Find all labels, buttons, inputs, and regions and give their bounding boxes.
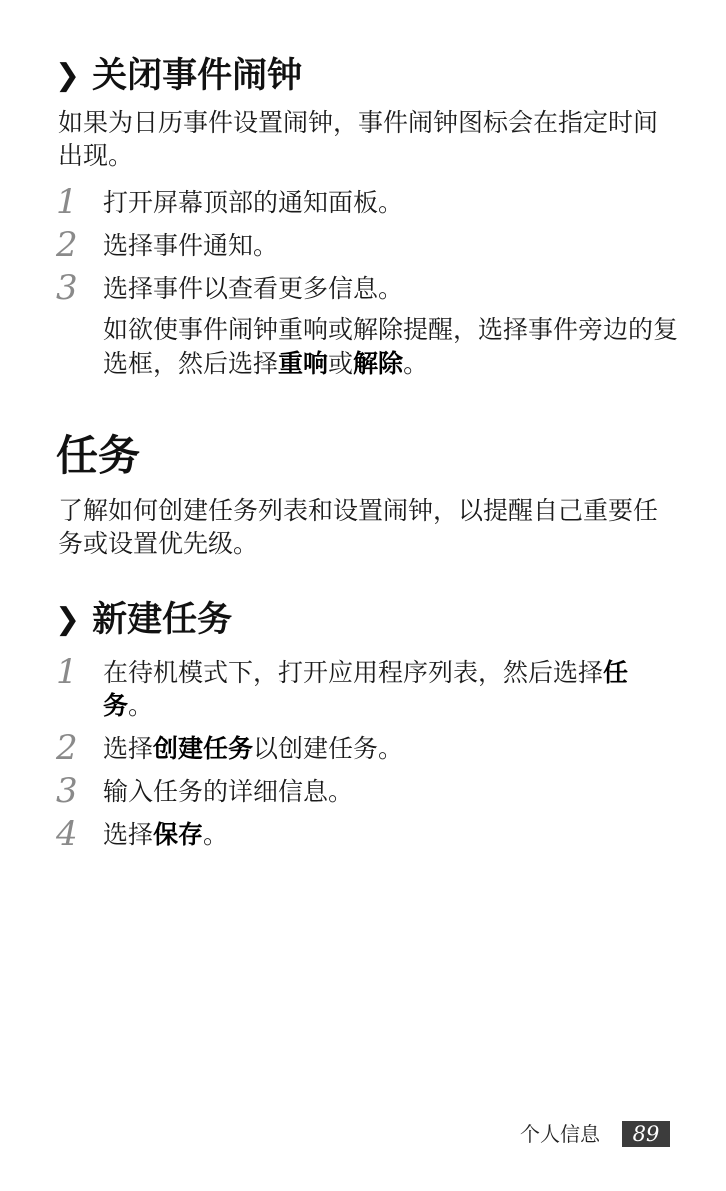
step-text-part: 输入任务的详细信息。 [103,777,354,806]
step-number: 2 [56,728,78,768]
step-text: 选择事件通知。 [103,231,279,260]
step-text-part: 选择 [103,820,154,849]
sub-heading-close-event-alarm [55,54,302,100]
step-text [103,818,683,851]
step-number: 2 [56,225,78,265]
snooze-option: 重响 [278,349,329,378]
sub-heading-text: 关闭事件闹钟 [92,56,303,96]
intro-paragraph: 如果为日历事件设置闹钟，事件闹钟图标会在指定时间出现。 [58,108,659,170]
intro-paragraph: 了解如何创建任务列表和设置闹钟，以提醒自己重要任务或设置优先级。 [58,496,659,558]
section-title-tasks: 任务 [56,431,141,480]
step-text [103,656,643,722]
step-text-part: 以创建任务。 [253,734,404,763]
step-note [103,313,683,381]
create-task-label: 创建任务 [153,734,254,763]
step-number: 3 [56,268,78,308]
step-number: 3 [56,771,78,811]
save-label: 保存 [153,820,204,849]
step-number: 4 [56,814,78,854]
step-number: 1 [56,652,78,692]
sub-heading-text: 新建任务 [92,600,233,640]
tasks-menu-label: 任务 [103,658,629,720]
step-text-part: 。 [128,691,154,720]
dismiss-option: 解除 [353,349,404,378]
note-text: 。 [403,349,429,378]
note-text: 如欲使事件闹钟重响或解除提醒，选择事件旁边的复选框，然后选择 [103,315,679,378]
step-number: 1 [56,182,78,222]
step-text [103,732,683,765]
chevron-right-icon: ❯ [55,602,81,637]
chevron-right-icon: ❯ [55,58,81,93]
sub-heading-new-task [55,598,232,644]
step-text [103,775,683,808]
step-text: 选择事件以查看更多信息。 [103,274,404,303]
step-text-part: 。 [203,820,229,849]
page-number: 89 [622,1121,670,1147]
footer-section-label: 个人信息 [520,1122,600,1146]
note-text: 或 [328,349,354,378]
step-text-part: 在待机模式下，打开应用程序列表，然后选择 [103,658,604,687]
step-text: 打开屏幕顶部的通知面板。 [103,188,404,217]
step-text-part: 选择 [103,734,154,763]
